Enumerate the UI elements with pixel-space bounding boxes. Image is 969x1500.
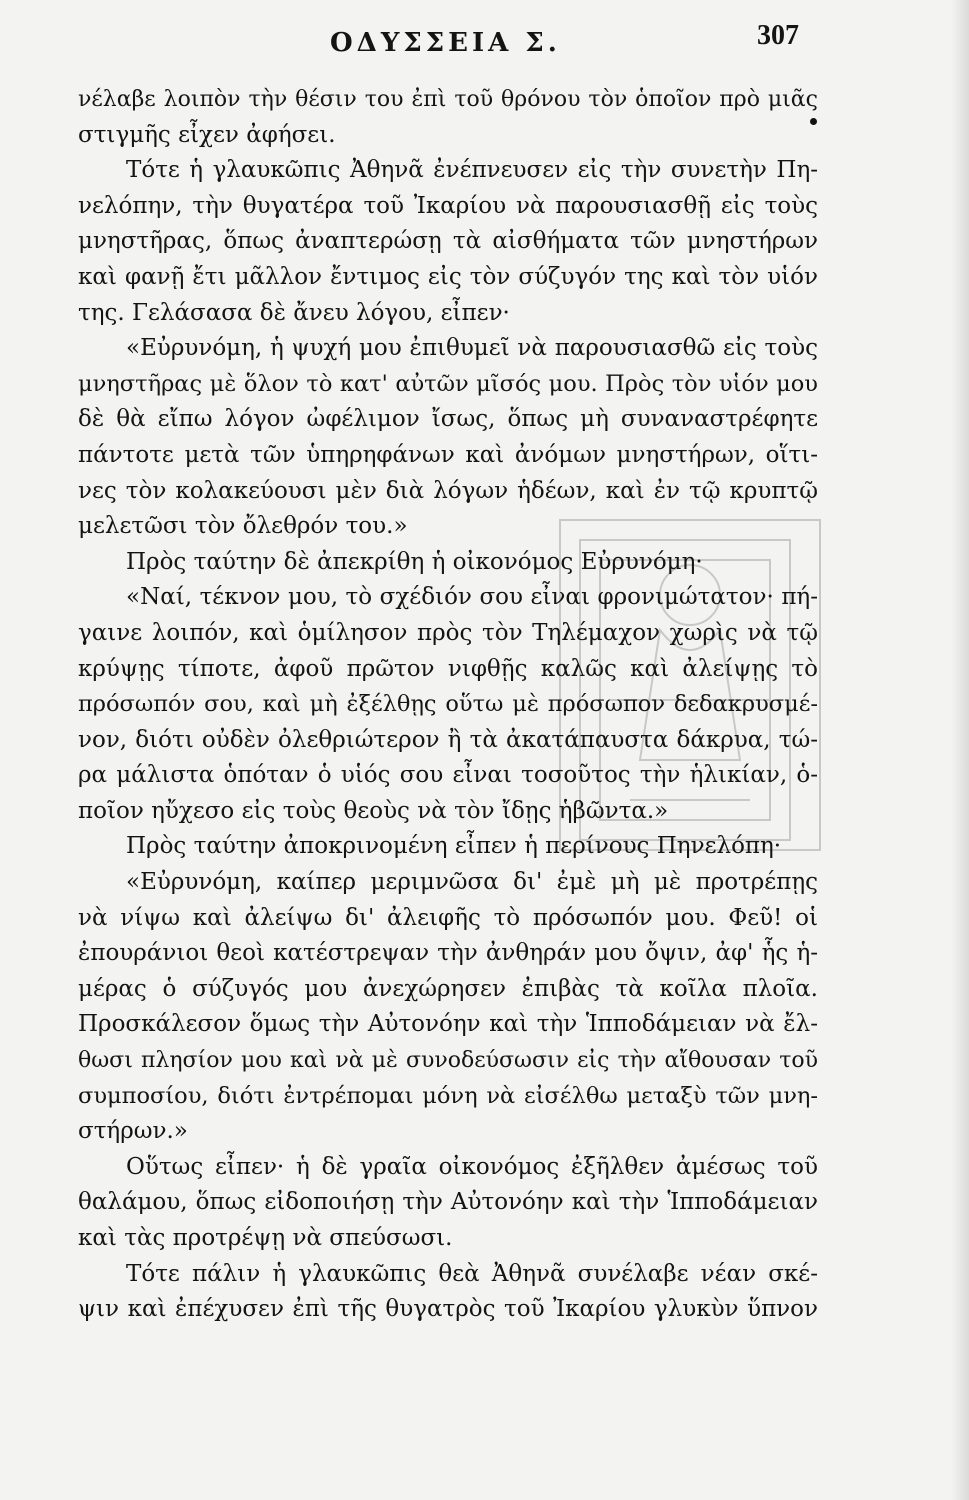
page-edge-shadow <box>951 0 969 1500</box>
text-line: Τότε ἡ γλαυκῶπις Ἀθηνᾶ ἐνέπνευσεν εἰς τὴν συνετὴν Πη- <box>126 157 818 184</box>
text-line: νέλαβε λοιπὸν τὴν θέσιν του ἐπὶ τοῦ θρόνου τὸν ὁποῖον πρὸ μιᾶς <box>78 87 818 112</box>
text-line: νελόπην, τὴν θυγατέρα τοῦ Ἰκαρίου νὰ παρουσιασθῇ εἰς τοὺς <box>78 192 818 219</box>
text-line: γαινε λοιπόν, καὶ ὁμίλησον πρὸς τὸν Τηλέμαχον χωρὶς νὰ τῷ <box>78 619 818 646</box>
text-line: Τότε πάλιν ἡ γλαυκῶπις θεὰ Ἀθηνᾶ συνέλαβε νέαν σκέ- <box>126 1260 818 1287</box>
text-line: Πρὸς ταύτην δὲ ἀπεκρίθη ἡ οἰκονόμος Εὐρυνόμη· <box>126 548 703 575</box>
text-line: ἐπουράνιοι θεοὶ κατέστρεψαν τὴν ἀνθηράν μου ὄψιν, ἀφ' ἧς ἡ- <box>78 940 818 967</box>
running-head: ΟΔΥΣΣΕΙΑ Σ. <box>330 28 561 58</box>
body-text <box>78 82 818 1328</box>
text-line: στιγμῆς εἶχεν ἀφήσει. <box>78 121 336 148</box>
text-line: καὶ φανῇ ἔτι μᾶλλον ἔντιμος εἰς τὸν σύζυγόν της καὶ τὸν υἱόν <box>78 263 818 290</box>
text-line: συμποσίου, διότι ἐντρέπομαι μόνη νὰ εἰσέλθω μεταξὺ τῶν μνη- <box>78 1082 818 1109</box>
text-line: «Εὐρυνόμη, ἡ ψυχή μου ἐπιθυμεῖ νὰ παρουσιασθῶ εἰς τοὺς <box>126 335 818 362</box>
text-line: μνηστῆρας, ὅπως ἀναπτερώσῃ τὰ αἰσθήματα τῶν μνηστήρων <box>78 228 818 255</box>
text-line: νὰ νίψω καὶ ἀλείψω δι' ἀλειφῆς τὸ πρόσωπόν μου. Φεῦ! οἱ <box>78 904 818 931</box>
page-header <box>0 20 969 70</box>
text-line: πάντοτε μετὰ τῶν ὑπηρηφάνων καὶ ἀνόμων μνηστήρων, οἵτι- <box>78 441 818 468</box>
text-line: ρα μάλιστα ὁπόταν ὁ υἱός σου εἶναι τοσοῦτος τὴν ἡλικίαν, ὁ- <box>78 762 818 789</box>
text-line: πρόσωπόν σου, καὶ μὴ ἐξέλθῃς οὕτω μὲ πρόσωπον δεδακρυσμέ- <box>78 691 818 718</box>
text-line: της. Γελάσασα δὲ ἄνευ λόγου, εἶπεν· <box>78 299 510 326</box>
text-line: νες τὸν κολακεύουσι μὲν διὰ λόγων ἡδέων, καὶ ἐν τῷ κρυπτῷ <box>78 477 818 504</box>
text-line: θαλάμου, ὅπως εἰδοποιήσῃ τὴν Αὐτονόην καὶ τὴν Ἱπποδάμειαν <box>78 1189 818 1216</box>
text-line: Πρὸς ταύτην ἀποκρινομένη εἶπεν ἡ περίνους Πηνελόπη· <box>126 833 782 860</box>
page-number: 307 <box>757 20 799 51</box>
text-line: μνηστῆρας μὲ ὅλον τὸ κατ' αὐτῶν μῖσός μου. Πρὸς τὸν υἱόν μου <box>78 370 818 397</box>
text-line: μέρας ὁ σύζυγός μου ἀνεχώρησεν ἐπιβὰς τὰ κοῖλα πλοῖα. <box>78 975 818 1002</box>
text-line: καὶ τὰς προτρέψῃ νὰ σπεύσωσι. <box>78 1225 453 1251</box>
text-line: στήρων.» <box>78 1118 188 1145</box>
text-line: Προσκάλεσον ὅμως τὴν Αὐτονόην καὶ τὴν Ἱπποδάμειαν νὰ ἔλ- <box>78 1011 818 1038</box>
text-line: ποῖον ηὔχεσο εἰς τοὺς θεοὺς νὰ τὸν ἴδῃς ἡβῶντα.» <box>78 797 669 824</box>
text-line: Οὕτως εἶπεν· ἡ δὲ γραῖα οἰκονόμος ἐξῆλθεν ἀμέσως τοῦ <box>126 1153 818 1180</box>
text-line: κρύψῃς τίποτε, ἀφοῦ πρῶτον νιφθῇς καλῶς καὶ ἀλείψῃς τὸ <box>78 655 818 682</box>
text-line: νον, διότι οὐδὲν ὀλεθριώτερον ἢ τὰ ἀκατάπαυστα δάκρυα, τώ- <box>78 726 818 753</box>
text-line: «Ναί, τέκνον μου, τὸ σχέδιόν σου εἶναι φρονιμώτατον· πή- <box>126 584 818 611</box>
text-line: θωσι πλησίον μου καὶ νὰ μὲ συνοδεύσωσιν εἰς τὴν αἴθουσαν τοῦ <box>78 1048 818 1074</box>
text-line: ψιν καὶ ἐπέχυσεν ἐπὶ τῆς θυγατρὸς τοῦ Ἰκαρίου γλυκὺν ὕπνον <box>78 1296 818 1323</box>
text-line: «Εὐρυνόμη, καίπερ μεριμνῶσα δι' ἐμὲ μὴ μὲ προτρέπῃς <box>126 869 818 896</box>
text-line: δὲ θὰ εἴπω λόγον ὠφέλιμον ἴσως, ὅπως μὴ συναναστρέφητε <box>78 406 818 433</box>
text-line: μελετῶσι τὸν ὄλεθρόν του.» <box>78 513 408 540</box>
